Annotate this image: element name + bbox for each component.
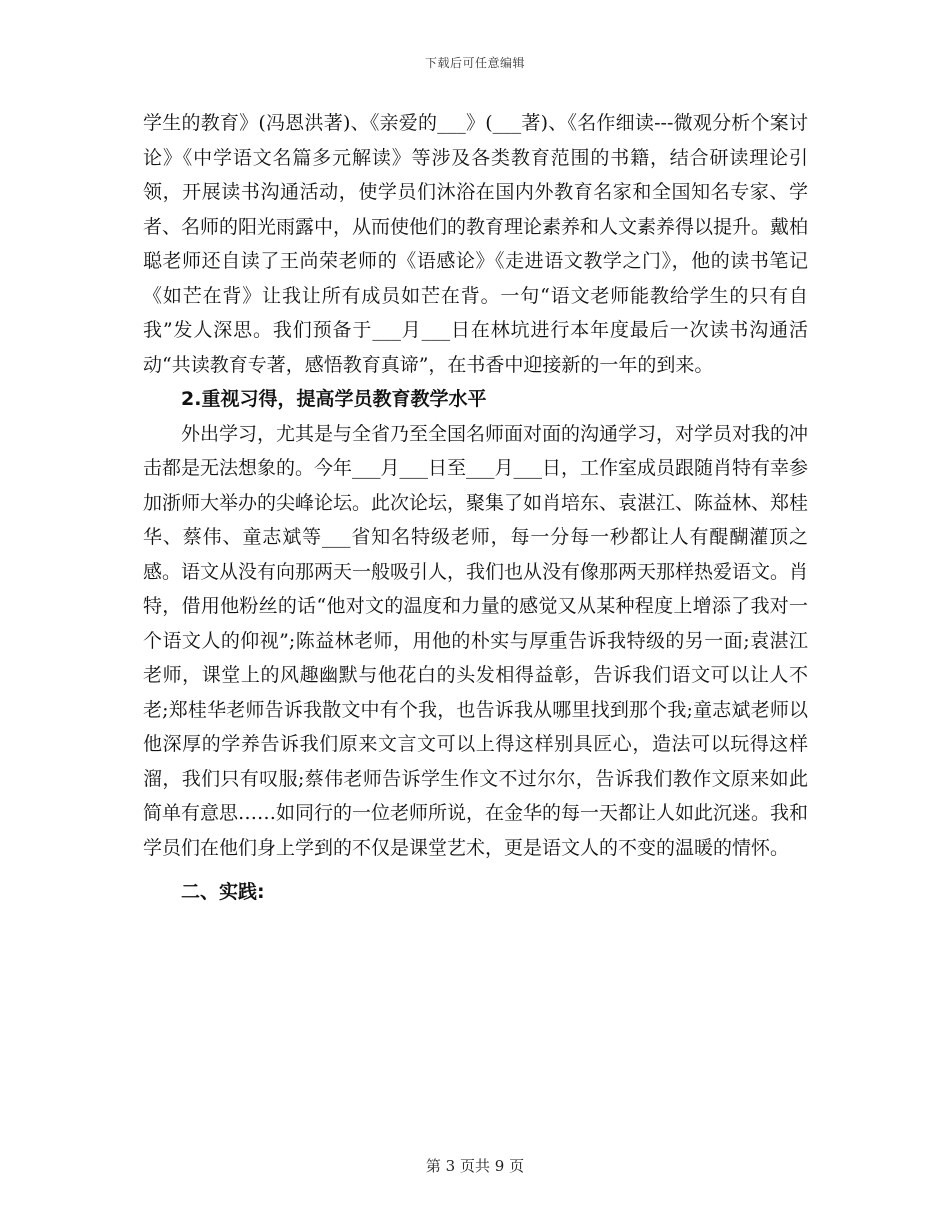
section-heading-practice: 二、实践: bbox=[181, 881, 265, 903]
paragraph-reading-activities: 学生的教育》(冯恩洪著)、《亲爱的___》(___著)、《名作细读---微观分析个案讨论》《中学语文名篇多元解读》等涉及各类教育范围的书籍，结合研读理论引领，开展读书沟通活动，使学员们沐浴在国内外教育名家和全国知名专家、学者、名师的阳光雨露中，从而使他们的教育理论素养和人文素养得以提升。戴柏聪老师还自读了王尚荣老师的《语感论》《走进语文教学之门》，他的读书笔记《如芒在背》让我让所有成员如芒在背。一句“语文老师能教给学生的只有自我”发人深思。我们预备于___月___日在林坑进行本年度最后一次读书沟通活动“共读教育专著，感悟教育真谛”，在书香中迎接新的一年的到来。 bbox=[143, 112, 809, 376]
page-number: 第 3 页共 9 页 bbox=[425, 1157, 525, 1175]
page-header-note: 下载后可任意编辑 bbox=[424, 56, 525, 70]
section-heading-learning: 2.重视习得，提高学员教育教学水平 bbox=[181, 388, 487, 410]
paragraph-forum-study: 外出学习，尤其是与全省乃至全国名师面对面的沟通学习，对学员对我的冲击都是无法想象的。今年___月___日至___月___日，工作室成员跟随肖特有幸参加浙师大举办的尖峰论坛。此次论坛，聚集了如肖培东、袁湛江、陈益林、郑桂华、蔡伟、童志斌等___省知名特级老师，每一分每一秒都让人有醍醐灌顶之感。语文从没有向那两天一般吸引人，我们也从没有像那两天那样热爱语文。肖特，借用他粉丝的话“他对文的温度和力量的感觉又从某种程度上增添了我对一个语文人的仰视”;陈益林老师，用他的朴实与厚重告诉我特级的另一面;袁湛江老师，课堂上的风趣幽默与他花白的头发相得益彰，告诉我们语文可以让人不老;郑桂华老师告诉我散文中有个我，也告诉我从哪里找到那个我;童志斌老师以他深厚的学养告诉我们原来文言文可以上得这样别具匠心，造法可以玩得这样溜，我们只有叹服;蔡伟老师告诉学生作文不过尔尔，告诉我们教作文原来如此简单有意思……如同行的一位老师所说，在金华的每一天都让人如此沉迷。我和学员们在他们身上学到的不仅是课堂艺术，更是语文人的不变的温暖的情怀。 bbox=[143, 422, 809, 859]
document-body bbox=[143, 106, 808, 910]
